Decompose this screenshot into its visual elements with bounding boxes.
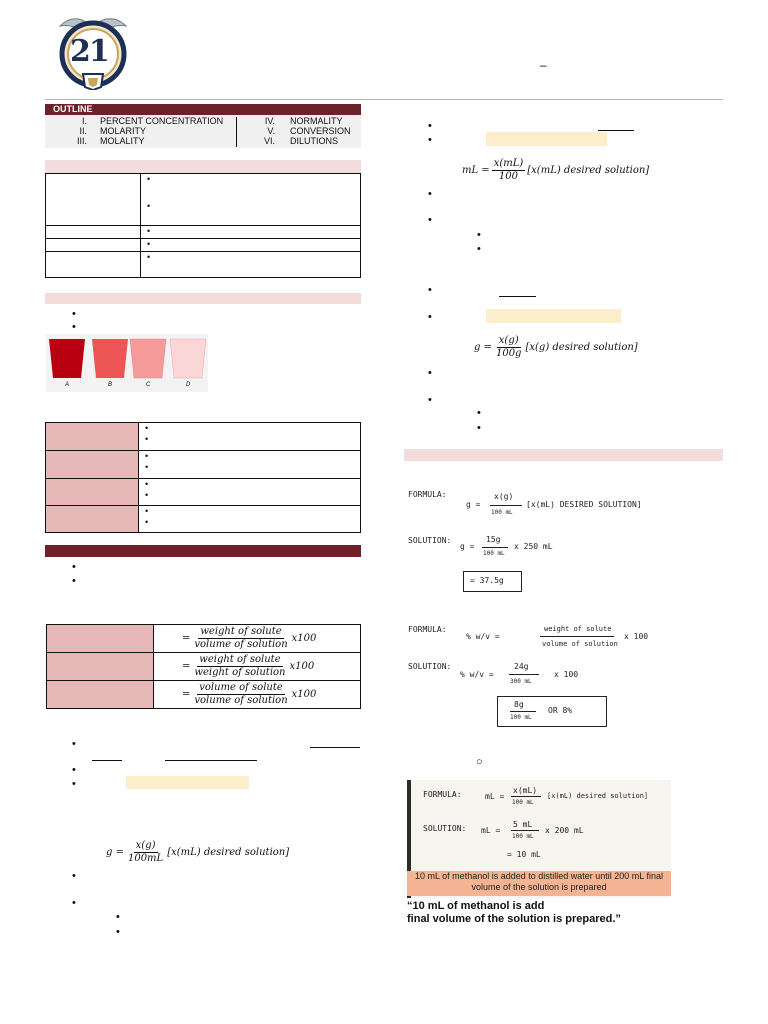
hw-text: 24g bbox=[514, 662, 529, 671]
hw-text: FORMULA: bbox=[423, 790, 462, 799]
hw-text: mL = bbox=[481, 826, 501, 835]
bullet: • bbox=[72, 321, 76, 333]
section-bar-dark bbox=[45, 545, 361, 557]
formula-tail: x100 bbox=[291, 633, 317, 644]
outline-num: III. bbox=[76, 136, 87, 146]
outline-item: CONVERSION bbox=[290, 126, 351, 136]
hw-text: 8g bbox=[514, 700, 524, 709]
eq-lhs: mL = bbox=[462, 165, 490, 176]
eq-den: 100mL bbox=[127, 853, 164, 864]
section-bar bbox=[45, 293, 361, 304]
bullet: • bbox=[72, 870, 76, 882]
hw-text: g = bbox=[460, 542, 475, 551]
formula-cell: = $\frac{\text{volume of solute}}{\text{volume of solution}}$ x100 bbox=[154, 681, 361, 709]
hw-text: SOLUTION: bbox=[408, 662, 452, 671]
hw-fraction-line bbox=[540, 636, 614, 637]
eq-lhs: g = bbox=[474, 342, 492, 353]
outline-num: V. bbox=[267, 126, 275, 136]
outline-num: I. bbox=[81, 116, 87, 126]
table-cell bbox=[139, 479, 361, 506]
table-cell bbox=[46, 423, 139, 451]
outline-num: II. bbox=[79, 126, 87, 136]
underline bbox=[499, 296, 536, 297]
bullet: • bbox=[145, 451, 149, 461]
bullet: • bbox=[147, 252, 151, 262]
table-cell bbox=[46, 239, 141, 252]
underline bbox=[165, 760, 257, 761]
formula-cell: = $\frac{\text{weight of solute}}{\text{volume of solution}}$ x100 bbox=[154, 625, 361, 653]
hw-text: 15g bbox=[486, 535, 501, 544]
bullet: • bbox=[145, 434, 149, 444]
bullet: • bbox=[428, 284, 432, 296]
table-cell bbox=[141, 239, 361, 252]
bullet: • bbox=[72, 308, 76, 320]
formula-tail: x100 bbox=[289, 661, 315, 672]
formula-numerator: volume of solute bbox=[199, 682, 283, 693]
hw-text: % w/v = bbox=[466, 632, 500, 641]
outline-num: VI. bbox=[263, 136, 275, 146]
bullet: • bbox=[147, 201, 151, 211]
bullet: • bbox=[477, 422, 481, 434]
table-cell bbox=[47, 625, 154, 653]
bullet: • bbox=[428, 188, 432, 200]
outline-num: IV. bbox=[264, 116, 275, 126]
bullet: • bbox=[428, 120, 432, 132]
bullet: • bbox=[72, 897, 76, 909]
bullet: • bbox=[477, 229, 481, 241]
outline-divider bbox=[236, 117, 237, 147]
equation-g-left bbox=[106, 840, 289, 865]
hw-text: weight of solute bbox=[544, 625, 612, 633]
header-dash: – bbox=[540, 58, 547, 72]
quote-line-2: final volume of the solution is prepared.” bbox=[407, 913, 621, 925]
highlight bbox=[486, 309, 621, 323]
bullet: • bbox=[145, 490, 149, 500]
hw-text: = 37.5g bbox=[470, 576, 504, 585]
bullet: • bbox=[72, 575, 76, 587]
table-cell bbox=[139, 506, 361, 533]
logo-text: 21 bbox=[70, 34, 108, 69]
table-cell bbox=[46, 479, 139, 506]
eq-num: x(mL) bbox=[493, 158, 524, 169]
hw-text: x 250 mL bbox=[514, 542, 553, 551]
table-cell bbox=[141, 252, 361, 278]
table-header-bar bbox=[45, 160, 361, 173]
formula-cell: = $\frac{\text{weight of solute}}{\text{weight of solution}}$ x100 bbox=[154, 653, 361, 681]
equation-ml bbox=[462, 158, 649, 183]
bullet: • bbox=[428, 134, 432, 146]
circle-bullet: ○ bbox=[476, 756, 483, 768]
bullet: • bbox=[428, 311, 432, 323]
hw-fraction-line bbox=[482, 547, 508, 548]
table-cell bbox=[47, 653, 154, 681]
bullet: • bbox=[72, 561, 76, 573]
hw-text: 100 mL bbox=[483, 550, 505, 557]
bullet: • bbox=[428, 214, 432, 226]
outline-item: MOLARITY bbox=[100, 126, 147, 136]
table-cell bbox=[141, 174, 361, 226]
bullet: • bbox=[145, 423, 149, 433]
eq-rhs: [x(mL) desired solution] bbox=[527, 165, 650, 176]
definitions-table bbox=[45, 173, 361, 278]
eq-rhs: [x(mL) desired solution] bbox=[167, 847, 290, 858]
hw-text: x 100 bbox=[554, 670, 579, 679]
outline-item: MOLALITY bbox=[100, 136, 145, 146]
bullet: • bbox=[477, 243, 481, 255]
eq-den: 100 bbox=[498, 171, 519, 182]
formula-denominator: volume of solution bbox=[194, 695, 288, 706]
eq-num: x(g) bbox=[135, 840, 156, 851]
hw-text: FORMULA: bbox=[408, 490, 447, 499]
formula-denominator: volume of solution bbox=[194, 639, 288, 650]
section-bar bbox=[404, 449, 723, 461]
hw-fraction-line bbox=[509, 674, 539, 675]
hw-text: = 10 mL bbox=[507, 850, 541, 859]
bullet: • bbox=[147, 226, 151, 236]
underline bbox=[92, 760, 122, 761]
table-cell bbox=[141, 226, 361, 239]
underline bbox=[598, 130, 634, 131]
quote-line-1: “10 mL of methanol is add bbox=[407, 900, 545, 912]
hw-text: 100 mL bbox=[512, 799, 534, 806]
outline-title: OUTLINE bbox=[45, 104, 361, 115]
hw-fraction-line bbox=[511, 796, 541, 797]
equation-g-right bbox=[474, 335, 638, 360]
table-cell bbox=[46, 451, 139, 479]
hw-text: FORMULA: bbox=[408, 625, 447, 634]
hw-text: 300 mL bbox=[510, 678, 532, 685]
table-cell bbox=[139, 451, 361, 479]
eq-rhs: [x(g) desired solution] bbox=[525, 342, 638, 353]
bullet: • bbox=[72, 738, 76, 750]
eq-den: 100g bbox=[495, 348, 522, 359]
hw-text: SOLUTION: bbox=[408, 536, 452, 545]
cup-label-b: B bbox=[108, 382, 113, 388]
eq-lhs: g = bbox=[106, 847, 124, 858]
header-divider bbox=[45, 99, 723, 100]
bullet: • bbox=[72, 778, 76, 790]
bullet: • bbox=[116, 911, 120, 923]
types-table bbox=[45, 422, 361, 533]
table-cell bbox=[47, 681, 154, 709]
table-cell bbox=[46, 506, 139, 533]
eq-num: x(g) bbox=[498, 335, 519, 346]
outline-body bbox=[45, 115, 361, 148]
highlight bbox=[126, 776, 249, 789]
hw-text: [x(mL) DESIRED SOLUTION] bbox=[526, 500, 642, 509]
bullet: • bbox=[145, 479, 149, 489]
hw-text: 100 mL bbox=[510, 714, 532, 721]
hw-text: g = bbox=[466, 500, 481, 509]
bullet: • bbox=[145, 506, 149, 516]
table-cell bbox=[46, 226, 141, 239]
cup-label-a: A bbox=[65, 382, 70, 388]
hw-text: mL = bbox=[485, 792, 505, 801]
hw-text: x(mL) bbox=[513, 786, 538, 795]
hw-text: SOLUTION: bbox=[423, 824, 467, 833]
cup-label-c: C bbox=[146, 382, 151, 388]
formula-numerator: weight of solute bbox=[200, 626, 282, 637]
hw-text: x 200 mL bbox=[545, 826, 584, 835]
bullet: • bbox=[116, 926, 120, 938]
outline-item: PERCENT CONCENTRATION bbox=[100, 116, 224, 126]
highlight bbox=[486, 132, 607, 146]
hw-text: [x(mL) desired solution] bbox=[547, 792, 649, 800]
bullet: • bbox=[145, 462, 149, 472]
table-cell bbox=[139, 423, 361, 451]
bullet: • bbox=[428, 367, 432, 379]
outline-item: DILUTIONS bbox=[290, 136, 339, 146]
underline bbox=[310, 747, 360, 748]
formula-numerator: weight of solute bbox=[199, 654, 281, 665]
bullet: • bbox=[147, 174, 151, 184]
formula-tail: x100 bbox=[291, 689, 317, 700]
hw-text: OR 8% bbox=[548, 706, 573, 715]
photo-caption: 10 mL of methanol is added to distilled water until 200 mL final volume of the solution is prepared bbox=[407, 871, 671, 896]
hw-text: 5 mL bbox=[513, 820, 533, 829]
table-cell bbox=[46, 252, 141, 278]
hw-fraction-line bbox=[490, 505, 522, 506]
bullet: • bbox=[72, 764, 76, 776]
hw-text: volume of solution bbox=[542, 640, 618, 648]
outline-item: NORMALITY bbox=[290, 116, 343, 126]
hw-text: 100 mL bbox=[491, 509, 513, 516]
table-cell bbox=[46, 174, 141, 226]
concentration-cups-image bbox=[46, 334, 208, 392]
hw-text: % w/v = bbox=[460, 670, 494, 679]
bullet: • bbox=[428, 394, 432, 406]
bullet: • bbox=[147, 239, 151, 249]
hw-text: x 100 bbox=[624, 632, 649, 641]
hw-text: 100 mL bbox=[512, 833, 534, 840]
bullet: • bbox=[477, 407, 481, 419]
hw-fraction-line bbox=[510, 711, 536, 712]
formula-denominator: weight of solution bbox=[194, 667, 286, 678]
bullet: • bbox=[145, 517, 149, 527]
cup-label-d: D bbox=[186, 382, 191, 388]
logo bbox=[52, 8, 134, 90]
hw-fraction-line bbox=[511, 830, 539, 831]
hw-text: x(g) bbox=[494, 492, 514, 501]
formulas-table bbox=[46, 624, 361, 709]
